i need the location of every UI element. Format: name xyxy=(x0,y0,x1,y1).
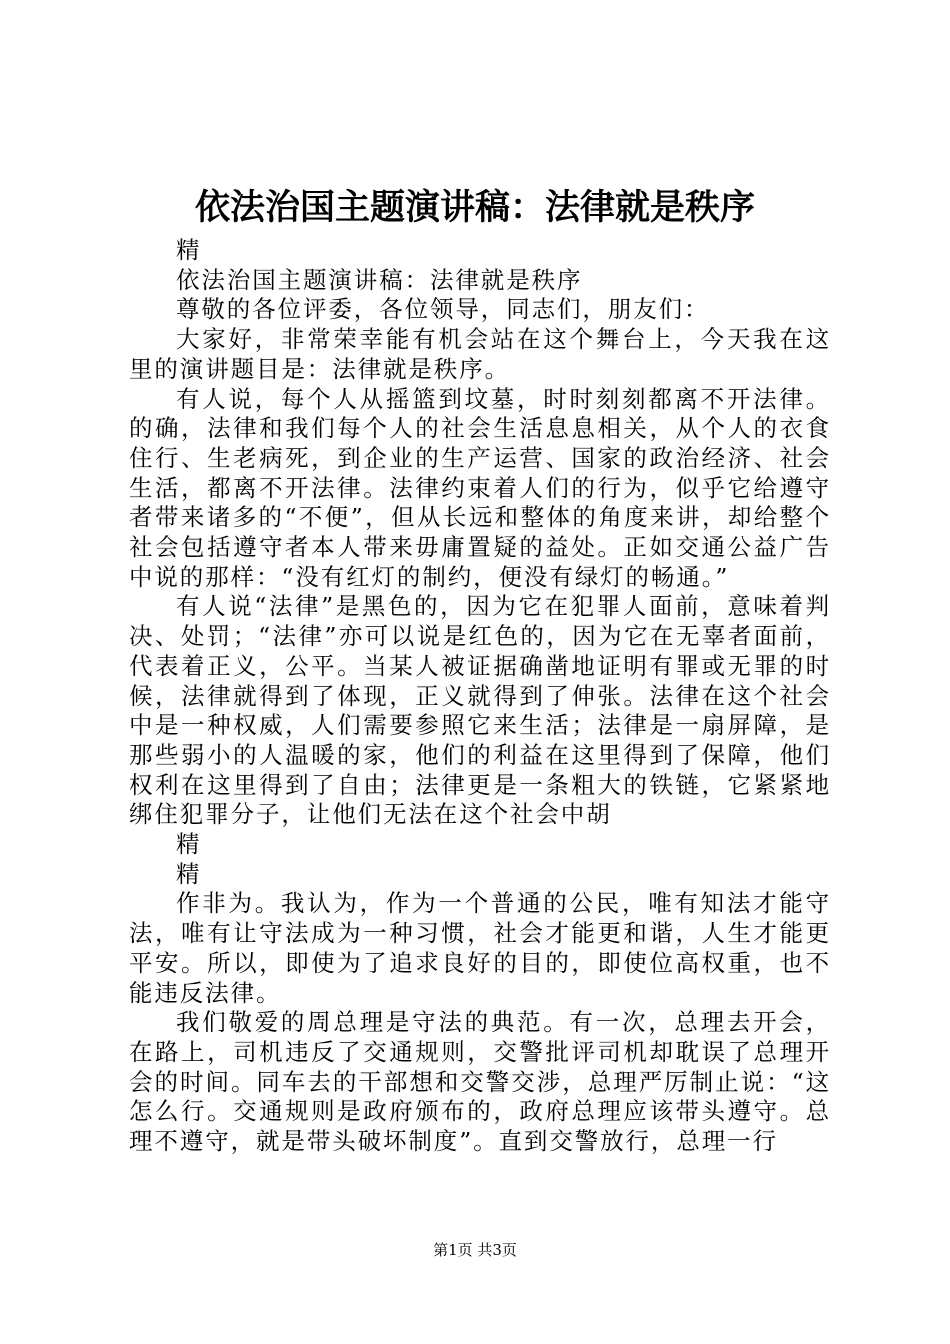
document-title: 依法治国主题演讲稿：法律就是秩序 xyxy=(194,187,755,228)
paragraph: 精 xyxy=(176,830,202,859)
paragraph: 精 xyxy=(176,859,202,888)
page-footer: 第1页 共3页 xyxy=(433,1241,517,1259)
document-body xyxy=(129,236,831,1157)
paragraph: 尊敬的各位评委，各位领导，同志们，朋友们： xyxy=(176,295,710,324)
paragraph: 大家好，非常荣幸能有机会站在这个舞台上，今天我在这里的演讲题目是：法律就是秩序。 xyxy=(129,325,831,383)
paragraph: 作非为。我认为，作为一个普通的公民，唯有知法才能守法，唯有让守法成为一种习惯，社会才能更和谐，人生才能更平安。所以，即使为了追求良好的目的，即使位高权重，也不能违反法律。 xyxy=(129,889,831,1007)
paragraph: 精 xyxy=(176,236,202,264)
paragraph: 依法治国主题演讲稿：法律就是秩序 xyxy=(176,265,583,294)
paragraph: 我们敬爱的周总理是守法的典范。有一次，总理去开会，在路上，司机违反了交通规则，交警批评司机却耽误了总理开会的时间。同车去的干部想和交警交涉，总理严厉制止说：“这怎么行。交通规则是政府颁布的，政府总理应该带头遵守。总理不遵守，就是带头破坏制度”。直到交警放行，总理一行 xyxy=(129,1008,831,1156)
paragraph: 有人说，每个人从摇篮到坟墓，时时刻刻都离不开法律。的确，法律和我们每个人的社会生活息息相关，从个人的衣食住行、生老病死，到企业的生产运营、国家的政治经济、社会生活，都离不开法律。法律约束着人们的行为，似乎它给遵守者带来诸多的“不便”，但从长远和整体的角度来讲，却给整个社会包括遵守者本人带来毋庸置疑的益处。正如交通公益广告中说的那样：“没有红灯的制约，便没有绿灯的畅通。” xyxy=(129,384,831,591)
paragraph: 有人说“法律”是黑色的，因为它在犯罪人面前，意味着判决、处罚；“法律”亦可以说是红色的，因为它在无辜者面前，代表着正义，公平。当某人被证据确凿地证明有罪或无罪的时候，法律就得到了体现，正义就得到了伸张。法律在这个社会中是一种权威，人们需要参照它来生活；法律是一扇屏障，是那些弱小的人温暖的家，他们的利益在这里得到了保障，他们权利在这里得到了自由；法律更是一条粗大的铁链，它紧紧地绑住犯罪分子，让他们无法在这个社会中胡 xyxy=(129,592,831,829)
